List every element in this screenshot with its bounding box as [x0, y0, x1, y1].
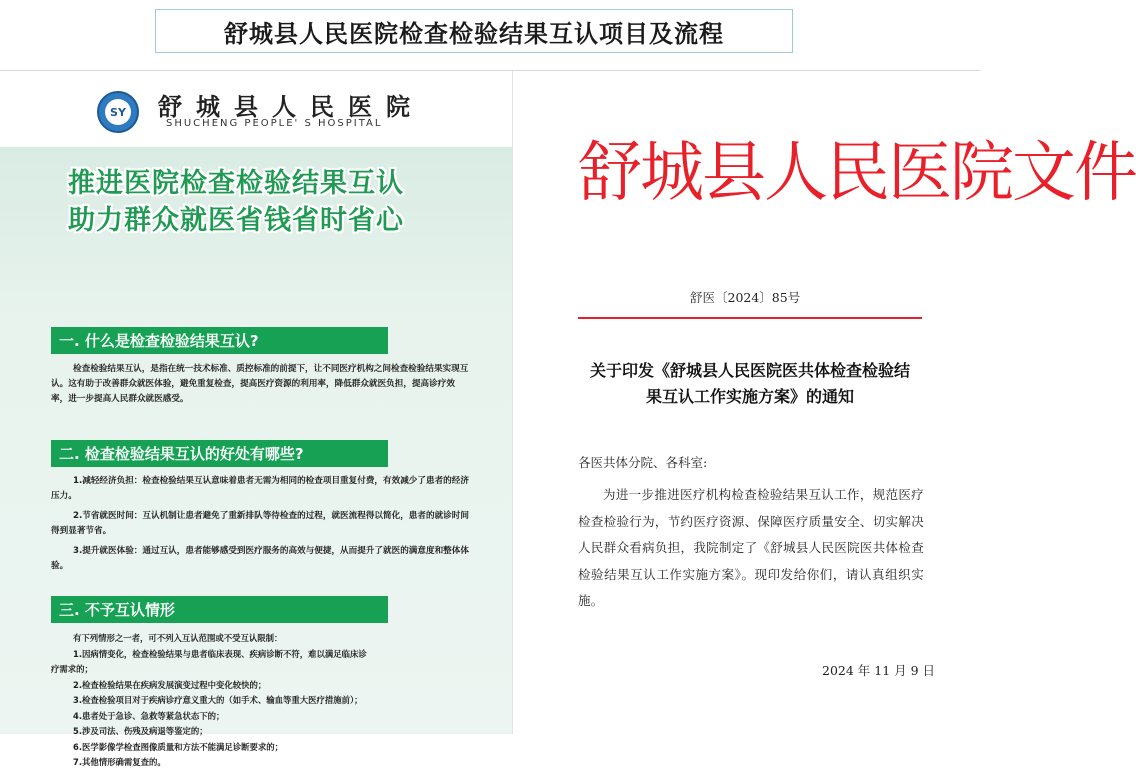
- section-2-item: 2.节省就医时间：互认机制让患者避免了重新排队等待检查的过程，就医流程得以简化，患者的就诊时间得到显著节省。: [51, 511, 469, 537]
- section-3-item: 6.医学影像学检查图像质量和方法不能满足诊断要求的；: [73, 741, 284, 752]
- section-2-item: 3.提升就医体验：通过互认，患者能够感受到医疗服务的高效与便捷，从而提升了就医的满意度和整体体验。: [51, 546, 469, 572]
- section-1-text: 检查检验结果互认，是指在统一技术标准、质控标准的前提下，让不同医疗机构之间检查检验结果实现互认。这有助于改善群众就医体验，避免重复检查，提高医疗资源的利用率，降低群众就医负担，提高诊疗效率，进一步提高人民群众就医感受。: [51, 364, 469, 405]
- addressee: 各医共体分院、各科室:: [578, 455, 708, 470]
- hospital-name-en: SHUCHENG PEOPLE' S HOSPITAL: [166, 118, 383, 129]
- section-3-item: 7.其他情形确需复查的。: [73, 757, 166, 767]
- slogan-line-1: 推进医院检查检验结果互认: [68, 168, 404, 199]
- section-3-item-cont: 疗需求的；: [51, 664, 93, 674]
- red-divider-line: [578, 317, 922, 319]
- page-title: 舒城县人民医院检查检验结果互认项目及流程: [224, 18, 724, 48]
- section-3-item: 1.因病情变化，检查检验结果与患者临床表现、疾病诊断不符，难以满足临床诊: [73, 648, 367, 659]
- section-3-list: [51, 631, 471, 771]
- hospital-logo-icon: [97, 91, 139, 133]
- poster-body: [0, 147, 512, 767]
- notice-body: 为进一步推进医疗机构检查检验结果互认工作，规范医疗检查检验行为，节约医疗资源、保障医疗质量安全、切实解决人民群众看病负担，我院制定了《舒城县人民医院医共体检查检验结果互认工作实施方案》。现印发给你们，请认真组织实施。: [578, 487, 924, 608]
- document-date: 2024 年 11 月 9 日: [822, 663, 936, 678]
- section-3-heading: 三. 不予互认情形: [51, 596, 388, 623]
- hospital-name-cn: 舒城县人民医院: [158, 92, 424, 121]
- document-red-header: 舒城县人民医院文件: [578, 135, 1136, 211]
- section-3-item: 2.检查检验结果在疾病发展演变过程中变化较快的；: [73, 679, 267, 690]
- section-3-intro: 有下列情形之一者，可不列入互认范围或不受互认限制：: [73, 633, 283, 643]
- section-3-item: 5.涉及司法、伤残及病退等鉴定的；: [73, 726, 208, 736]
- section-3-item: 3.检查检验项目对于疾病诊疗意义重大的（如手术、输血等重大医疗措施前）；: [73, 695, 363, 705]
- section-3-item: 4.患者处于急诊、急救等紧急状态下的；: [73, 710, 225, 721]
- section-2-heading: 二. 检查检验结果互认的好处有哪些?: [51, 440, 388, 467]
- column-divider: [512, 71, 513, 734]
- notice-title-line-1: 关于印发《舒城县人民医院医共体检查检验结: [589, 361, 910, 380]
- document-number: 舒医〔2024〕85号: [690, 290, 801, 305]
- logo-mark: SY: [105, 99, 131, 125]
- section-1-heading: 一. 什么是检查检验结果互认?: [51, 327, 388, 354]
- section-2-item: 1.减轻经济负担：检查检验结果互认意味着患者无需为相同的检查项目重复付费，有效减少了患者的经济压力。: [51, 476, 469, 502]
- page-title-box: [155, 9, 793, 53]
- poster-image: [0, 71, 512, 767]
- poster-header: [0, 71, 512, 147]
- slogan-line-2: 助力群众就医省钱省时省心: [68, 205, 404, 236]
- notice-title: [578, 358, 922, 410]
- notice-title-line-2: 果互认工作实施方案》的通知: [645, 387, 854, 406]
